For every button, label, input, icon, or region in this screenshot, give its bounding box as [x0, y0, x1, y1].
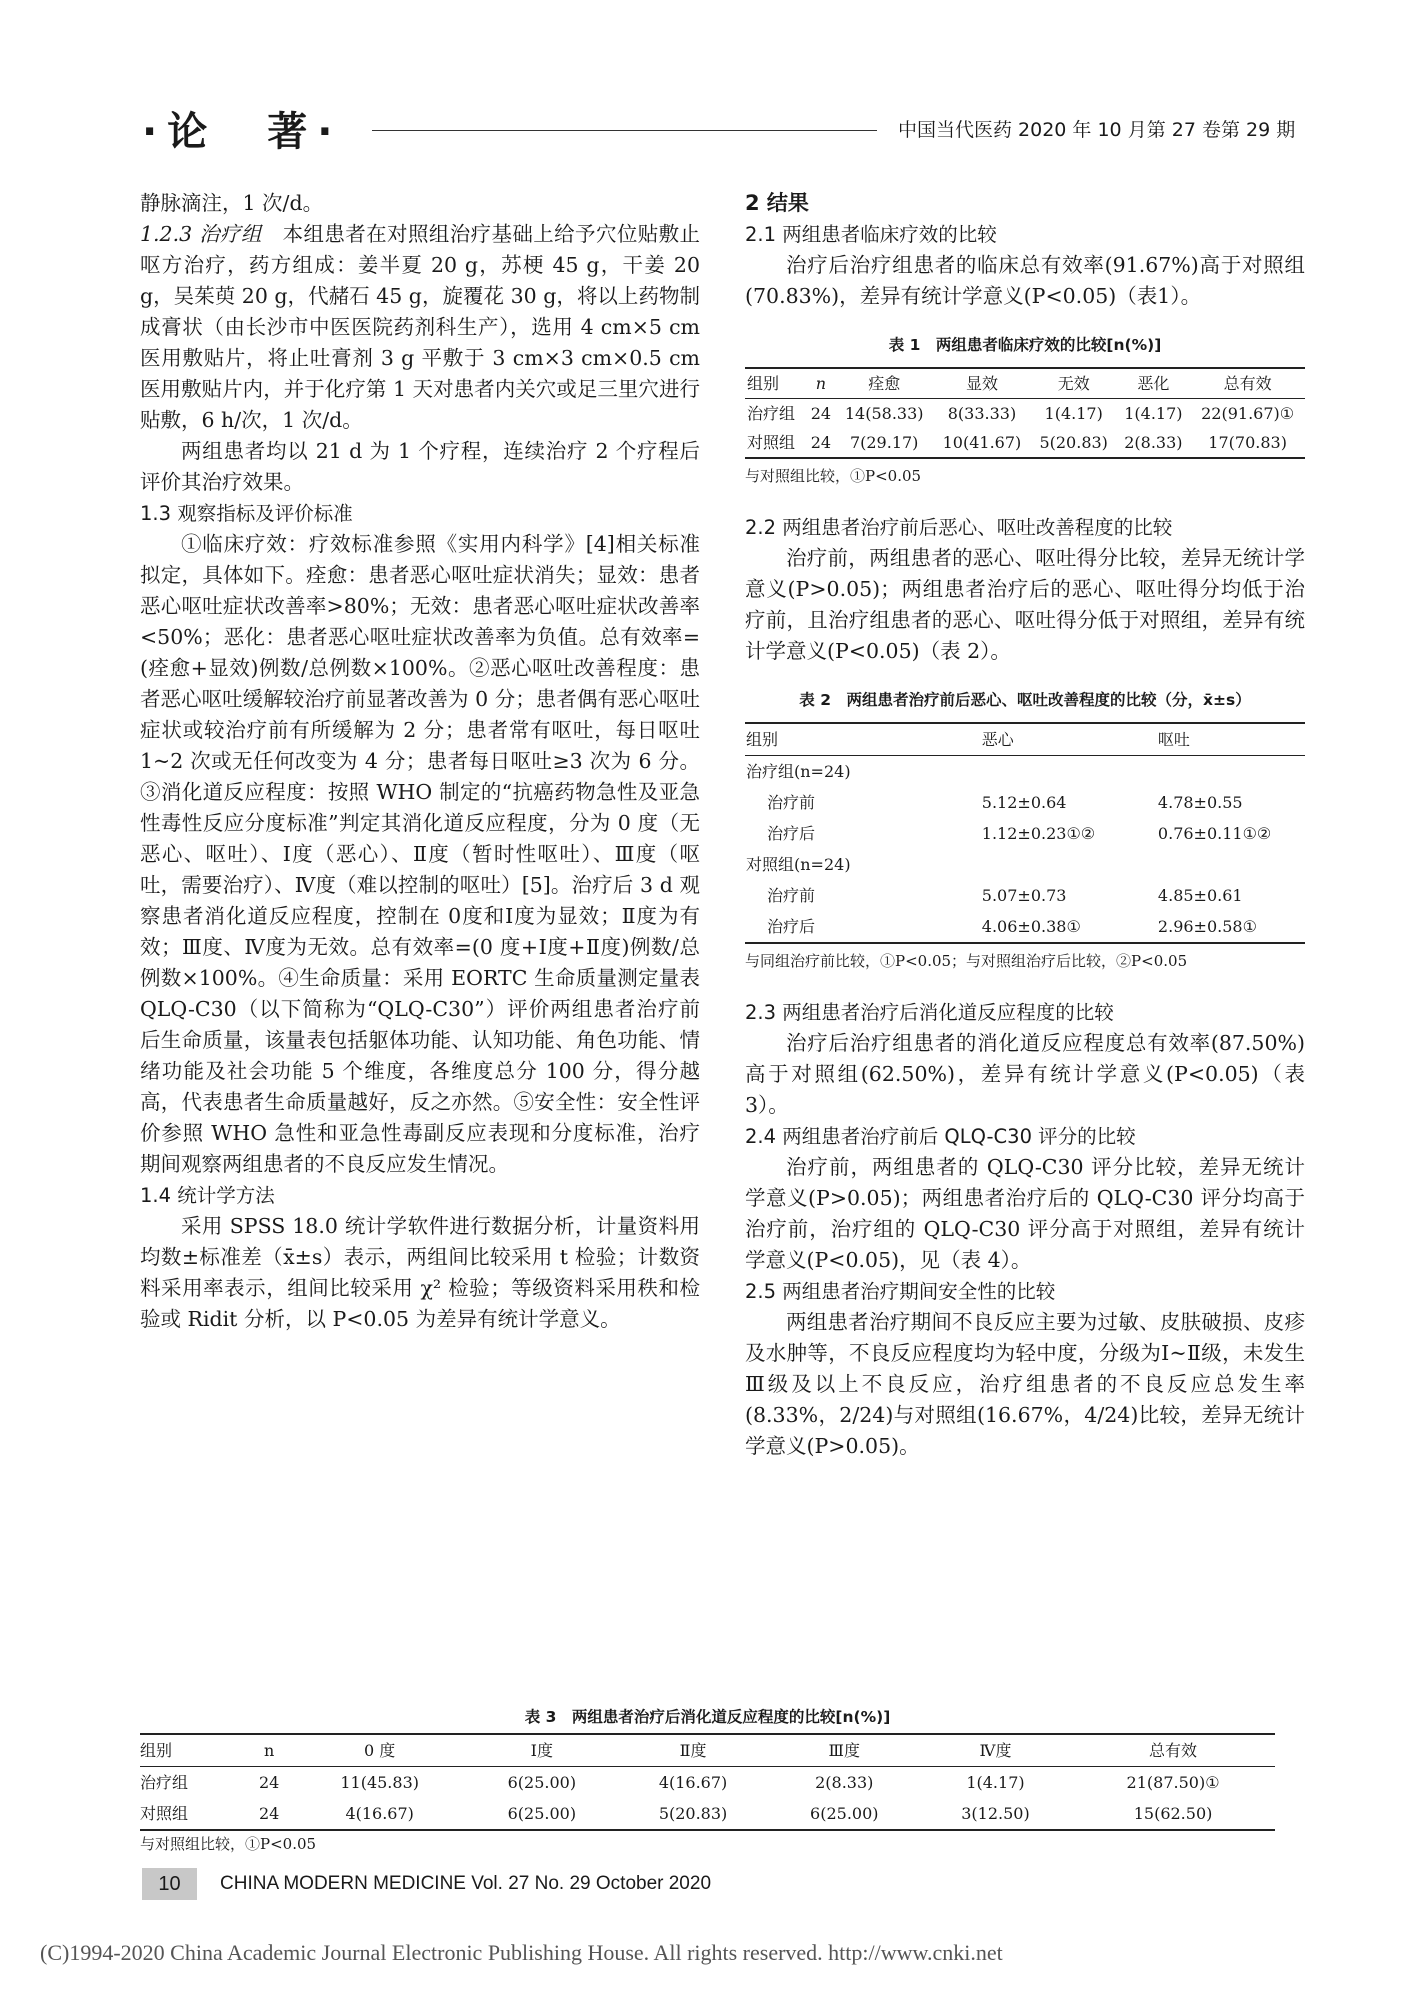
paragraph-text: 本组患者在对照组治疗基础上给予穴位贴敷止呕方治疗，药方组成：姜半夏 20 g，苏梗 45 g，干姜 20 g，吴茱萸 20 g，代赭石 45 g，旋覆花 30 g，将以上药物制成膏状（由长沙市中医医院药剂科生产），选用 4 cm×5 cm 医用敷贴片，将止吐膏剂 3 g 平敷于 3 cm×3 cm×0.5 cm 医用敷贴片内，并于化疗第 1 天对患者内关穴或足三里穴进行贴敷，6 h/次，1 次/d。: [140, 222, 700, 432]
column-header: 恶心: [882, 723, 1157, 756]
table-cell: 对照组: [745, 428, 807, 458]
table-cell: 24: [807, 428, 836, 458]
table-cell: 5.07±0.73: [981, 886, 1067, 905]
table-row: [745, 880, 1305, 911]
table-row: [745, 818, 1305, 849]
table-header-row: [745, 723, 1305, 756]
paragraph: ①临床疗效：疗效标准参照《实用内科学》[4]相关标准拟定，具体如下。痊愈：患者恶心呕吐症状消失；显效：患者恶心呕吐症状改善率>80%；无效：患者恶心呕吐症状改善率<50%；恶化：患者恶心呕吐症状改善率为负值。总有效率=(痊愈+显效)例数/总例数×100%。②恶心呕吐改善程度：患者恶心呕吐缓解较治疗前显著改善为 0 分；患者偶有恶心呕吐症状或较治疗前有所缓解为 2 分；患者常有呕吐，每日呕吐 1~2 次或无任何改变为 4 分；患者每日呕吐≥3 次为 6 分。③消化道反应程度：按照 WHO 制定的“抗癌药物急性及亚急性毒性反应分度标准”判定其消化道反应程度，分为 0 度（无恶心、呕吐）、Ⅰ度（恶心）、Ⅱ度（暂时性呕吐）、Ⅲ度（呕吐，需要治疗）、Ⅳ度（难以控制的呕吐）[5]。治疗后 3 d 观察患者消化道反应程度，控制在 0度和Ⅰ度为显效；Ⅱ度为有效；Ⅲ度、Ⅳ度为无效。总有效率=(0 度+Ⅰ度+Ⅱ度)例数/总例数×100%。④生命质量：采用 EORTC 生命质量测定量表 QLQ-C30（以下简称为“QLQ-C30”）评价两组患者治疗前后生命质量，该量表包括躯体功能、认知功能、角色功能、情绪功能及社会功能 5 个维度，各维度总分 100 分，得分越高，代表患者生命质量越好，反之亦然。⑤安全性：安全性评价参照 WHO 急性和亚急性毒副反应表现和分度标准，治疗期间观察两组患者的不良反应发生情况。: [140, 532, 700, 1176]
column-header: 恶化: [1117, 368, 1191, 399]
table-row: [745, 911, 1305, 943]
column-header: n: [245, 1734, 293, 1767]
table-cell: 6(25.00): [507, 1773, 577, 1792]
table-note: 与对照组比较，①P<0.05: [745, 467, 922, 485]
table-cell: 治疗前: [767, 793, 816, 812]
table-2: [745, 685, 1305, 977]
paragraph: 治疗前，两组患者的 QLQ-C30 评分比较，差异无统计学意义(P>0.05)；两组患者治疗后的 QLQ-C30 评分均高于治疗前，治疗组的 QLQ-C30 评分高于对照组，差异有统计学意义(P<0.05)，见（表 4）。: [745, 1155, 1305, 1272]
paragraph: 治疗前，两组患者的恶心、呕吐得分比较，差异无统计学意义(P>0.05)；两组患者治疗后的恶心、呕吐得分均低于治疗前，且治疗组患者的恶心、呕吐得分低于对照组，差异有统计学意义(P<0.05)（表 2）。: [745, 546, 1305, 663]
table-cell: 1.12±0.23①②: [981, 824, 1096, 843]
paragraph: 两组患者治疗期间不良反应主要为过敏、皮肤破损、皮疹及水肿等，不良反应程度均为轻中度，分级为Ⅰ~Ⅱ级，未发生Ⅲ级及以上不良反应，治疗组患者的不良反应总发生率(8.33%，2/24)与对照组(16.67%，4/24)比较，差异无统计学意义(P>0.05)。: [745, 1310, 1305, 1458]
column-header: 总有效: [1190, 368, 1305, 399]
table-1: [745, 330, 1305, 492]
section-heading: 2.2 两组患者治疗前后恶心、呕吐改善程度的比较: [745, 516, 1173, 539]
table-title: 表 2 两组患者治疗前后恶心、呕吐改善程度的比较（分，x̄±s）: [799, 691, 1251, 709]
table-row: [745, 756, 1305, 788]
table-cell: 对照组: [140, 1798, 245, 1830]
column-header: Ⅱ度: [617, 1734, 768, 1767]
table-cell: 6(25.00): [466, 1798, 617, 1830]
table-row: [745, 399, 1305, 429]
table-3: [140, 1705, 1275, 1854]
paragraph: 治疗后治疗组患者的消化道反应程度总有效率(87.50%)高于对照组(62.50%)，差异有统计学意义(P<0.05)（表 3）。: [745, 1031, 1305, 1117]
table-cell: 4(16.67): [293, 1798, 466, 1830]
table-cell: 治疗后: [745, 911, 882, 943]
column-header: Ⅰ度: [466, 1734, 617, 1767]
table-cell: 24: [245, 1798, 293, 1830]
table-cell: 7(29.17): [835, 428, 933, 458]
paragraph: 治疗后治疗组患者的临床总有效率(91.67%)高于对照组(70.83%)，差异有统计学意义(P<0.05)（表1）。: [745, 253, 1305, 308]
journal-issue: 中国当代医药 2020 年 10 月第 27 卷第 29 期: [898, 119, 1296, 141]
table-cell: 4.85±0.61: [1157, 886, 1243, 905]
table-row: [745, 849, 1305, 880]
section-heading: 2 结果: [745, 191, 809, 215]
table-cell: 5.12±0.64: [981, 793, 1067, 812]
table-cell: 6(25.00): [769, 1798, 920, 1830]
section-heading: 2.3 两组患者治疗后消化道反应程度的比较: [745, 1001, 1114, 1024]
table-cell: [882, 756, 1157, 788]
table-cell: 21(87.50)①: [1126, 1773, 1220, 1792]
section-heading: 1.4 统计学方法: [140, 1184, 275, 1207]
table-cell: 1(4.17): [1044, 404, 1103, 423]
table-title: 表 3 两组患者治疗后消化道反应程度的比较[n(%)]: [524, 1708, 891, 1726]
table-cell: 4.78±0.55: [1157, 793, 1243, 812]
paragraph: 静脉滴注，1 次/d。: [140, 191, 324, 215]
subsection-label: 1.2.3 治疗组: [140, 222, 262, 246]
column-header: 0 度: [293, 1734, 466, 1767]
table-cell: 治疗组: [747, 404, 796, 423]
paragraph: [140, 219, 700, 436]
page-number: 10: [142, 1868, 197, 1900]
copyright-notice: (C)1994-2020 China Academic Journal Electronic Publishing House. All rights reserved. http://www.cnki.net: [40, 1940, 1003, 1965]
table-cell: 4.06±0.38①: [882, 911, 1157, 943]
table-cell: 14(58.33): [844, 404, 924, 423]
table-cell: 2.96±0.58①: [1157, 911, 1305, 943]
column-header: 呕吐: [1157, 723, 1305, 756]
table-cell: 22(91.67)①: [1201, 404, 1295, 423]
table-cell: 2(8.33): [1117, 428, 1191, 458]
section-heading: 1.3 观察指标及评价标准: [140, 502, 353, 525]
table-cell: 4(16.67): [658, 1773, 728, 1792]
table-cell: 治疗后: [767, 824, 816, 843]
table-cell: 8(33.33): [947, 404, 1017, 423]
table: [745, 722, 1305, 944]
table-row: [745, 787, 1305, 818]
table-cell: 1(4.17): [1124, 404, 1183, 423]
table-cell: [1157, 756, 1305, 788]
table-note: 与同组治疗前比较，①P<0.05；与对照组治疗后比较，②P<0.05: [745, 952, 1188, 970]
table-row: [140, 1798, 1275, 1830]
table-cell: 24: [810, 404, 832, 423]
table-cell: 2(8.33): [815, 1773, 874, 1792]
column-header: 显效: [933, 368, 1031, 399]
column-header: 痊愈: [835, 368, 933, 399]
table-cell: 11(45.83): [340, 1773, 419, 1792]
table-note: 与对照组比较，①P<0.05: [140, 1835, 317, 1853]
left-column: [140, 188, 700, 1335]
section-heading: 2.1 两组患者临床疗效的比较: [745, 223, 997, 246]
column-header: 组别: [140, 1734, 245, 1767]
section-heading: 2.5 两组患者治疗期间安全性的比较: [745, 1280, 1056, 1303]
column-header: Ⅲ度: [769, 1734, 920, 1767]
right-column: [745, 188, 1305, 1462]
column-header: n: [807, 368, 836, 399]
table-header-row: [140, 1734, 1275, 1767]
header-rule: [372, 130, 877, 131]
table-cell: 1(4.17): [966, 1773, 1025, 1792]
table-cell: 5(20.83): [1031, 428, 1117, 458]
table-cell: 对照组(n=24): [746, 855, 851, 874]
table-cell: [882, 849, 1157, 880]
table: [745, 367, 1305, 459]
table: [140, 1733, 1275, 1831]
table-cell: 24: [258, 1773, 280, 1792]
paragraph: 采用 SPSS 18.0 统计学软件进行数据分析，计量资料用均数±标准差（x̄±s）表示，两组间比较采用 t 检验；计数资料采用率表示，组间比较采用 χ² 检验；等级资料采用秩和检验或 Ridit 分析，以 P<0.05 为差异有统计学意义。: [140, 1214, 700, 1331]
table-title: 表 1 两组患者临床疗效的比较[n(%)]: [888, 336, 1162, 354]
table-row: [140, 1767, 1275, 1799]
section-heading: 2.4 两组患者治疗前后 QLQ-C30 评分的比较: [745, 1125, 1136, 1148]
table-cell: 15(62.50): [1071, 1798, 1275, 1830]
column-header: 无效: [1031, 368, 1117, 399]
journal-footer: CHINA MODERN MEDICINE Vol. 27 No. 29 October 2020: [220, 1873, 712, 1894]
column-header: 总有效: [1071, 1734, 1275, 1767]
paragraph: 两组患者均以 21 d 为 1 个疗程，连续治疗 2 个疗程后评价其治疗效果。: [140, 439, 700, 494]
table-cell: 10(41.67): [933, 428, 1031, 458]
table-cell: 治疗组(n=24): [746, 762, 851, 781]
table-cell: 0.76±0.11①②: [1157, 824, 1272, 843]
table-cell: 治疗前: [767, 886, 816, 905]
table-row: [745, 428, 1305, 458]
table-cell: 5(20.83): [617, 1798, 768, 1830]
column-header: 组别: [745, 723, 882, 756]
table-cell: [1157, 849, 1305, 880]
section-label: ·论 著·: [142, 109, 343, 155]
column-header: 组别: [745, 368, 807, 399]
table-cell: 治疗组: [140, 1773, 189, 1792]
column-header: Ⅳ度: [920, 1734, 1071, 1767]
table-cell: 17(70.83): [1190, 428, 1305, 458]
table-header-row: [745, 368, 1305, 399]
table-cell: 3(12.50): [920, 1798, 1071, 1830]
